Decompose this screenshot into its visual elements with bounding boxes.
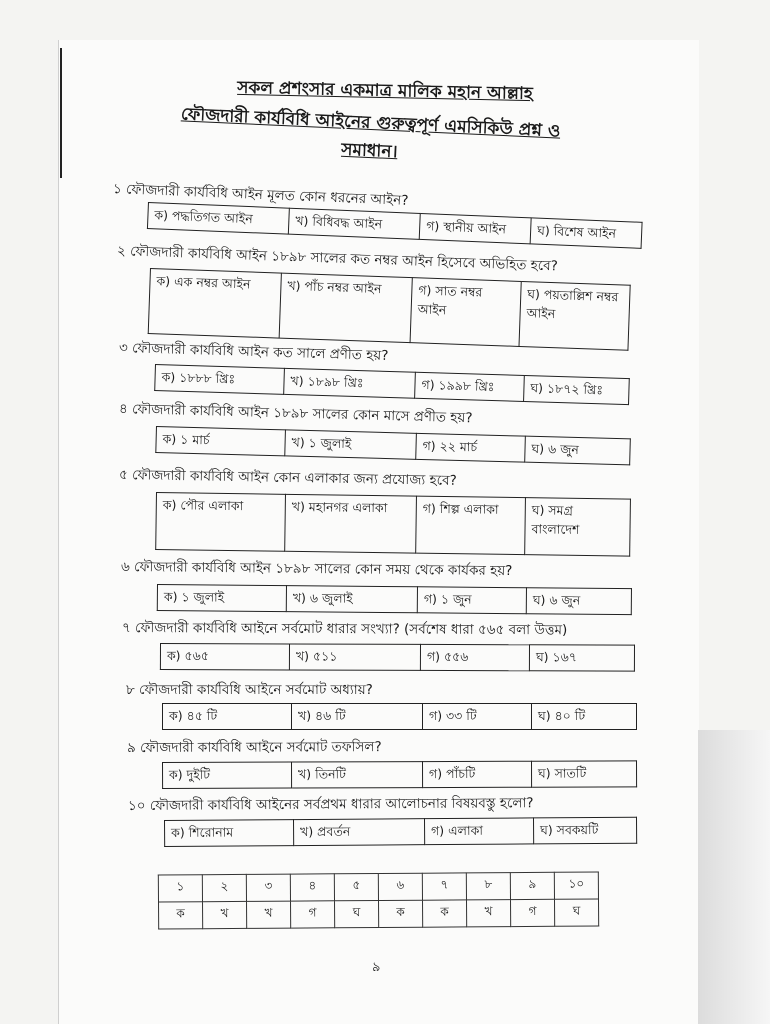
option: ক) ৪৫ টি bbox=[163, 704, 292, 730]
option: খ) বিধিবদ্ধ আইন bbox=[288, 208, 420, 239]
option: ঘ) সাতটি bbox=[531, 761, 636, 787]
options-6 bbox=[157, 584, 632, 615]
question-4: ৪ ফৌজদারী কার্যবিধি আইন ১৮৯৮ সালের কোন মাসে প্রণীত হয়? bbox=[118, 401, 473, 427]
answer-key-number: ১০ bbox=[554, 872, 598, 899]
answer-key-answer: ক bbox=[422, 900, 466, 927]
option: গ) ১ জুন bbox=[417, 587, 526, 614]
option: ঘ) ১৮৭২ খ্রিঃ bbox=[524, 375, 630, 404]
option: ক) শিরোনাম bbox=[165, 820, 294, 847]
answer-key-number: ৫ bbox=[334, 874, 378, 901]
answer-key-answers-row bbox=[159, 899, 599, 929]
question-7: ৭ ফৌজদারী কার্যবিধি আইনে সর্বমোট ধারার সংখ্যা? (সর্বশেষ ধারা ৫৬৫ বলা উত্তম) bbox=[121, 620, 568, 639]
answer-key-numbers-row bbox=[158, 872, 598, 902]
options-7 bbox=[160, 643, 635, 671]
option: খ) ৪৬ টি bbox=[292, 704, 423, 730]
option: খ) প্রবর্তন bbox=[294, 819, 425, 846]
option: ক) এক নম্বর আইন bbox=[148, 269, 281, 339]
answer-key-number: ৩ bbox=[246, 874, 290, 901]
answer-key-number: ৯ bbox=[510, 872, 554, 899]
binding-edge bbox=[60, 48, 62, 178]
answer-key-number: ৬ bbox=[378, 873, 422, 900]
question-2: ২ ফৌজদারী কার্যবিধি আইন ১৮৯৮ সালের কত নম্বর আইন হিসেবে অভিহিত হবে? bbox=[116, 243, 559, 275]
option: খ) ১৮৯৮ খ্রিঃ bbox=[284, 368, 416, 398]
header-line-1: সকল প্রশংসার একমাত্র মালিক মহান আল্লাহ bbox=[237, 77, 534, 105]
option: ক) ১ মার্চ bbox=[156, 427, 286, 456]
answer-key-answer: গ bbox=[291, 901, 335, 928]
answer-key-number: ৮ bbox=[466, 873, 510, 900]
answer-key-answer: খ bbox=[466, 900, 510, 927]
option: গ) ১৯৯৮ খ্রিঃ bbox=[415, 372, 525, 401]
answer-key-answer: খ bbox=[203, 901, 247, 928]
options-5 bbox=[155, 492, 631, 557]
answer-key-answer: ক bbox=[379, 900, 423, 927]
option: খ) পাঁচ নম্বর আইন bbox=[279, 273, 412, 343]
option: গ) সাত নম্বর আইন bbox=[410, 278, 521, 347]
page-shadow bbox=[698, 730, 770, 1024]
option: গ) এলাকা bbox=[424, 818, 533, 845]
answer-key-number: ১ bbox=[158, 875, 202, 902]
question-10: ১০ ফৌজদারী কার্যবিধি আইনের সর্বপ্রথম ধারার আলোচনার বিষয়বস্তু হলো? bbox=[127, 795, 534, 814]
answer-key-answer: গ bbox=[510, 899, 554, 926]
question-9: ৯ ফৌজদারী কার্যবিধি আইনে সর্বমোট তফসিল? bbox=[126, 739, 382, 756]
answer-key-answer: ক bbox=[159, 902, 203, 929]
option: গ) শিল্প এলাকা bbox=[416, 496, 526, 555]
question-6: ৬ ফৌজদারী কার্যবিধি আইন ১৮৯৮ সালের কোন সময় থেকে কার্যকর হয়? bbox=[120, 559, 513, 580]
page-number: ৯ bbox=[372, 960, 381, 975]
option: ক) পদ্ধতিগত আইন bbox=[147, 203, 289, 234]
options-10 bbox=[164, 817, 637, 847]
answer-key-number: ৪ bbox=[290, 874, 334, 901]
question-3: ৩ ফৌজদারী কার্যবিধি আইন কত সালে প্রণীত হয়? bbox=[118, 340, 389, 364]
option: গ) পাঁচটি bbox=[423, 761, 532, 787]
option: ঘ) বিশেষ আইন bbox=[530, 218, 642, 248]
option: ঘ) পয়তাল্লিশ নম্বর আইন bbox=[519, 281, 630, 350]
option: গ) ২২ মার্চ bbox=[416, 433, 526, 462]
answer-key-answer: ঘ bbox=[554, 899, 598, 926]
option: ক) দুইটি bbox=[163, 762, 292, 788]
option: খ) মহানগর এলাকা bbox=[285, 494, 417, 553]
option: খ) ১ জুলাই bbox=[285, 430, 417, 459]
option: খ) ৬ জুলাই bbox=[286, 586, 417, 613]
options-8 bbox=[162, 703, 637, 730]
option: ক) ১৮৮৮ খ্রিঃ bbox=[155, 365, 285, 395]
option: ক) ৫৬৫ bbox=[160, 644, 289, 670]
answer-key-number: ৭ bbox=[422, 873, 466, 900]
option: ঘ) ৬ জুন bbox=[525, 436, 631, 464]
option: ক) পৌর এলাকা bbox=[156, 493, 286, 552]
options-9 bbox=[162, 760, 637, 788]
option: গ) ৫৫৬ bbox=[420, 644, 529, 670]
option: ঘ) ৬ জুন bbox=[526, 588, 631, 615]
option: গ) ৩৩ টি bbox=[423, 704, 532, 730]
answer-key-answer: ঘ bbox=[335, 901, 379, 928]
option: ঘ) সমগ্র বাংলাদেশ bbox=[525, 498, 631, 556]
question-8: ৮ ফৌজদারী কার্যবিধি আইনে সর্বমোট অধ্যায়? bbox=[126, 682, 373, 698]
option: খ) ৫১১ bbox=[289, 644, 420, 670]
question-1: ১ ফৌজদারী কার্যবিধি আইন মূলত কোন ধরনের আইন? bbox=[112, 181, 409, 209]
option: ঘ) ১৬৭ bbox=[529, 645, 634, 671]
answer-key-number: ২ bbox=[202, 874, 246, 901]
answer-key-table bbox=[158, 871, 599, 929]
option: ঘ) সবকয়টি bbox=[533, 817, 636, 843]
option: ক) ১ জুলাই bbox=[157, 585, 286, 612]
option: খ) তিনটি bbox=[292, 762, 423, 788]
option: গ) স্থানীয় আইন bbox=[419, 213, 531, 243]
header-line-2: ফৌজদারী কার্যবিধি আইনের গুরুত্বপূর্ণ এমসিকিউ প্রশ্ন ও সমাধান। bbox=[180, 104, 561, 163]
question-5: ৫ ফৌজদারী কার্যবিধি আইন কোন এলাকার জন্য প্রযোজ্য হবে? bbox=[118, 467, 457, 489]
option: ঘ) ৪০ টি bbox=[532, 704, 637, 730]
answer-key-answer: খ bbox=[247, 901, 291, 928]
